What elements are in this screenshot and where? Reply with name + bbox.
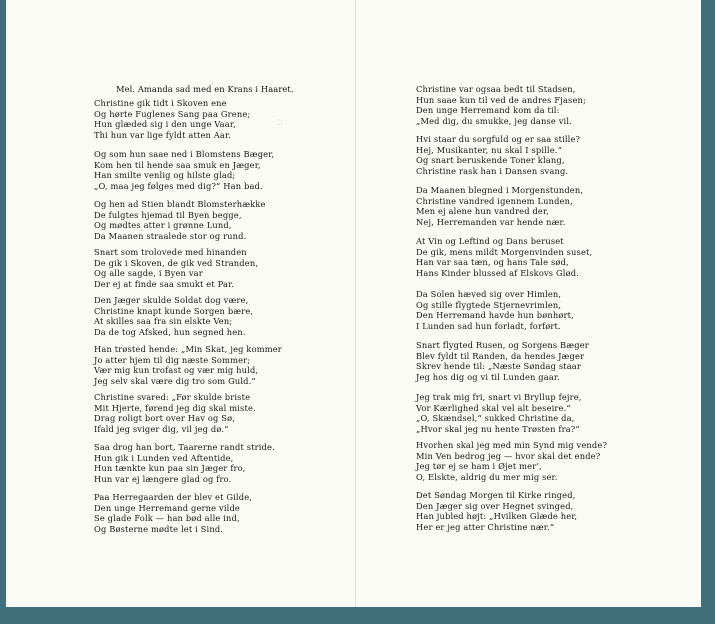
verse-line: Se glade Folk — han bød alle ind, — [94, 513, 240, 524]
verse-line: Den unge Herremand gerne vilde — [94, 502, 240, 513]
verse-line: Der ej at finde saa smukt et Par. — [94, 278, 235, 289]
verse-line: „O, maa jeg følges med dig?“ Han bad. — [94, 180, 263, 191]
bleed-through-mark: ⊃ — [276, 118, 284, 128]
verse-line: Christine var ogsaa bedt til Stadsen, — [416, 84, 576, 94]
verse-line: At skilles saa fra sin elskte Ven; — [94, 316, 233, 327]
verse-line: Thi hun var lige fyldt atten Aar. — [94, 129, 232, 140]
right-page — [356, 0, 701, 607]
verse-line: Skrev hende til: „Næste Søndag staar — [416, 361, 582, 372]
stanza — [94, 295, 253, 337]
verse-line: Og stille flygtede Stjernevrimlen, — [416, 299, 562, 310]
verse-line: Hvorhen skal jeg med min Synd mig vende? — [416, 440, 608, 450]
verse-line: Her er jeg atter Christine nær.“ — [416, 521, 555, 532]
verse-line: Jeg selv skal være dig tro som Guld.“ — [94, 375, 256, 386]
verse-line: Han smilte venlig og hilste glad; — [94, 170, 236, 181]
stanza — [94, 492, 252, 534]
stanza — [416, 134, 580, 176]
verse-line: Det Søndag Morgen til Kirke ringed, — [416, 490, 576, 500]
verse-line: Ifald jeg sviger dig, vil jeg dø.“ — [94, 423, 229, 434]
melody-heading: Mel. Amanda sad med en Krans i Haaret. — [116, 84, 294, 94]
stanza — [416, 236, 592, 278]
verse-line: Blev fyldt til Randen, da hendes Jæger — [416, 350, 585, 361]
verse-line: Drag roligt bort over Hav og Sø, — [94, 413, 236, 424]
verse-line: Jeg hos dig og vi til Lunden gaar. — [416, 371, 560, 382]
verse-line: „Hvor skal jeg nu hente Trøsten fra?“ — [416, 423, 580, 434]
verse-line: „O, Skændsel,“ sukked Christine da, — [416, 413, 575, 424]
stanza — [94, 98, 250, 140]
verse-line: Christine vandred igennem Lunden, — [416, 195, 573, 206]
stanza — [416, 392, 582, 434]
stanza — [416, 490, 577, 532]
verse-line: Hun tænkte kun paa sin Jæger fro, — [94, 463, 246, 474]
verse-line: Han trøsted hende: „Min Skat, jeg kommer — [94, 344, 282, 354]
verse-line: Og snart beruskende Toner klang, — [416, 155, 565, 166]
verse-line: Snart flygted Rusen, og Sorgens Bæger — [416, 340, 589, 350]
verse-line: Saa drog han bort, Taarerne randt stride. — [94, 442, 275, 452]
verse-line: O, Elskte, aldrig du mer mig ser. — [416, 471, 558, 482]
verse-line: Min Ven bedrog jeg — hvor skal det ende? — [416, 450, 601, 461]
verse-line: Og Bøsterne mødte let i Sind. — [94, 523, 224, 534]
verse-line: Og mødtes atter i grønne Lund, — [94, 220, 232, 231]
stanza — [94, 199, 266, 241]
verse-line: Hun saae kun til ved de andres Fjasen; — [416, 94, 586, 105]
verse-line: Christine gik tidt i Skoven ene — [94, 98, 227, 108]
stanza — [416, 289, 574, 331]
left-page — [6, 0, 356, 607]
verse-line: Jeg tør ej se ham i Øjet mer’, — [416, 461, 542, 472]
verse-line: Christine rask han i Dansen svang. — [416, 165, 569, 176]
verse-line: Hans Kinder blussed af Elskovs Glød. — [416, 267, 579, 278]
verse-line: Og som hun saae ned i Blomstens Bæger, — [94, 149, 275, 159]
verse-line: De fulgtes hjemad til Byen begge, — [94, 209, 242, 220]
verse-line: Hvi staar du sorgfuld og er saa stille? — [416, 134, 581, 144]
verse-line: Og hen ad Stien blandt Blomsterhække — [94, 199, 266, 209]
verse-line: Jo atter hjem til dig næste Sommer; — [94, 354, 251, 365]
verse-line: Den Jæger skulde Soldat dog være, — [94, 295, 249, 305]
stanza — [416, 440, 607, 482]
stanza — [416, 340, 589, 382]
verse-line: Han jubled højt: „Hvilken Glæde her, — [416, 511, 578, 522]
verse-line: Den Herremand havde hun bønhørt, — [416, 310, 574, 321]
verse-line: Snart som trolovede med hinanden — [94, 247, 247, 257]
verse-line: „Med dig, du smukke, jeg danse vil. — [416, 115, 572, 126]
verse-line: Den Jæger sig over Hegnet svinged, — [416, 500, 574, 511]
stanza — [94, 392, 256, 434]
verse-line: Og alle sagde, i Byen var — [94, 268, 203, 279]
verse-line: Kom hen til hende saa smuk en Jæger, — [94, 159, 261, 170]
verse-line: De gik i Skoven, de gik ved Stranden, — [94, 257, 259, 268]
verse-line: Vor Kærlighed skal vel alt beseire.“ — [416, 402, 571, 413]
verse-line: Hun glæded sig i den unge Vaar, — [94, 119, 236, 130]
verse-line: Men ej alene hun vandred der, — [416, 206, 549, 217]
verse-line: Den unge Herremand kom da til: — [416, 105, 560, 116]
stanza — [94, 149, 274, 191]
verse-line: Jeg trak mig fri, snart vi Bryllup fejre, — [416, 392, 582, 402]
verse-line: Hej, Musikanter, nu skal I spille.“ — [416, 144, 562, 155]
verse-line: I Lunden sad hun forladt, forført. — [416, 320, 561, 331]
verse-line: Hun var ej længere glad og fro. — [94, 473, 232, 484]
verse-line: Mit Hjerte, førend jeg dig skal miste. — [94, 402, 256, 413]
verse-line: Han var saa tæn, og hans Tale sød, — [416, 257, 569, 268]
verse-line: Da Maanen blegned i Morgenstunden, — [416, 185, 584, 195]
stanza — [416, 84, 586, 126]
stanza — [94, 247, 258, 289]
verse-line: Da de tog Afsked, hun segned hen. — [94, 326, 246, 337]
stanza — [94, 344, 282, 386]
verse-line: Vær mig kun trofast og vær mig huld, — [94, 365, 259, 376]
stanza — [416, 185, 583, 227]
verse-line: Og hørte Fuglenes Sang paa Grene; — [94, 108, 251, 119]
verse-line: De gik, mens mildt Morgenvinden suset, — [416, 246, 593, 257]
verse-line: Hun gik i Lunden ved Aftentide, — [94, 452, 234, 463]
stanza — [94, 442, 275, 484]
verse-line: Da Maanen straalede stor og rund. — [94, 230, 247, 241]
verse-line: Christine svared: „Før skulde briste — [94, 392, 251, 402]
verse-line: Christine knapt kunde Sorgen bære, — [94, 305, 254, 316]
verse-line: At Vin og Leftind og Dans beruset — [416, 236, 564, 246]
verse-line: Paa Herregaarden der blev et Gilde, — [94, 492, 253, 502]
verse-line: Da Solen hæved sig over Himlen, — [416, 289, 562, 299]
verse-line: Nej, Herremanden var hende nær. — [416, 216, 566, 227]
